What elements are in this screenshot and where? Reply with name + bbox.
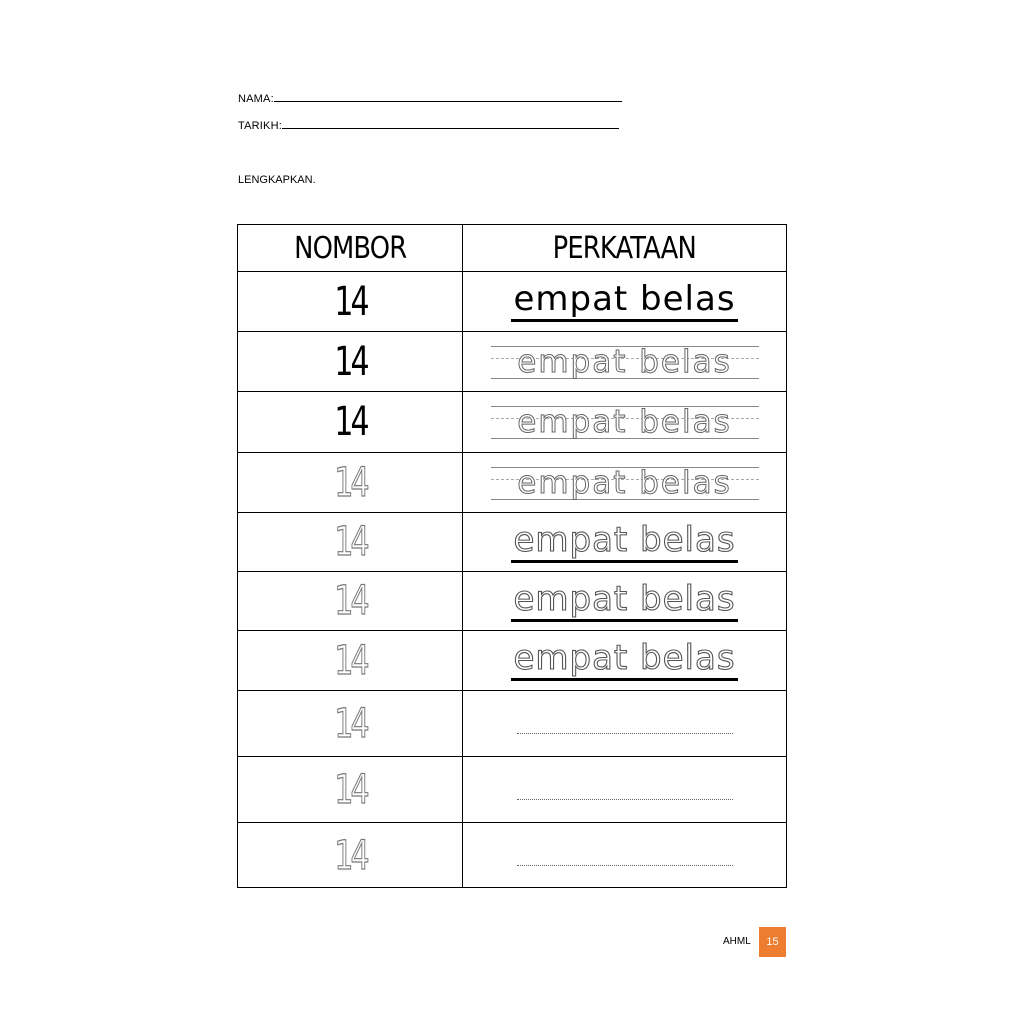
table-row — [238, 822, 786, 888]
word-trace-text: empat belas — [517, 404, 732, 440]
word-write-line[interactable] — [517, 789, 733, 800]
number-trace[interactable]: 14 — [333, 700, 367, 747]
number-trace[interactable]: 14 — [333, 832, 367, 879]
number-trace[interactable]: 14 — [333, 519, 367, 565]
table-row — [238, 756, 786, 822]
table-row — [238, 271, 786, 331]
table-row — [238, 630, 786, 690]
word-trace-text: empat belas — [517, 464, 732, 501]
number-solid: 14 — [333, 278, 367, 325]
name-label: NAMA: — [238, 93, 274, 105]
table-row — [238, 571, 786, 630]
table-header-row — [238, 225, 786, 271]
page-number-badge: 15 — [759, 927, 786, 957]
word-trace-ruled[interactable] — [491, 342, 759, 382]
number-trace[interactable]: 14 — [333, 578, 367, 624]
word-solid: empat belas — [511, 281, 737, 322]
date-blank-line[interactable] — [282, 118, 619, 129]
header-nombor: NOMBOR — [293, 230, 407, 266]
date-label: TARIKH: — [238, 120, 282, 132]
number-solid: 14 — [333, 338, 367, 385]
table-row — [238, 452, 786, 512]
number-trace[interactable]: 14 — [333, 459, 367, 506]
word-write-line[interactable] — [517, 723, 733, 734]
word-trace-underlined[interactable]: empat belas — [511, 640, 737, 681]
table-row — [238, 690, 786, 756]
word-trace-ruled[interactable] — [491, 402, 759, 442]
word-trace-underlined[interactable]: empat belas — [511, 522, 737, 563]
number-trace[interactable]: 14 — [333, 766, 367, 813]
worksheet-table — [237, 224, 787, 888]
header-perkataan: PERKATAAN — [552, 230, 697, 266]
word-trace-text: empat belas — [517, 343, 732, 380]
table-row — [238, 391, 786, 452]
word-trace-ruled[interactable] — [491, 463, 759, 503]
date-field[interactable] — [238, 118, 619, 132]
number-solid: 14 — [333, 399, 367, 445]
instruction-text: LENGKAPKAN. — [238, 174, 316, 186]
number-trace[interactable]: 14 — [333, 637, 367, 684]
footer-label: AHML — [723, 936, 751, 947]
word-trace-underlined[interactable]: empat belas — [511, 581, 737, 622]
table-row — [238, 512, 786, 571]
table-row — [238, 331, 786, 391]
name-blank-line[interactable] — [274, 91, 622, 102]
name-field[interactable] — [238, 91, 622, 105]
word-write-line[interactable] — [517, 855, 733, 866]
